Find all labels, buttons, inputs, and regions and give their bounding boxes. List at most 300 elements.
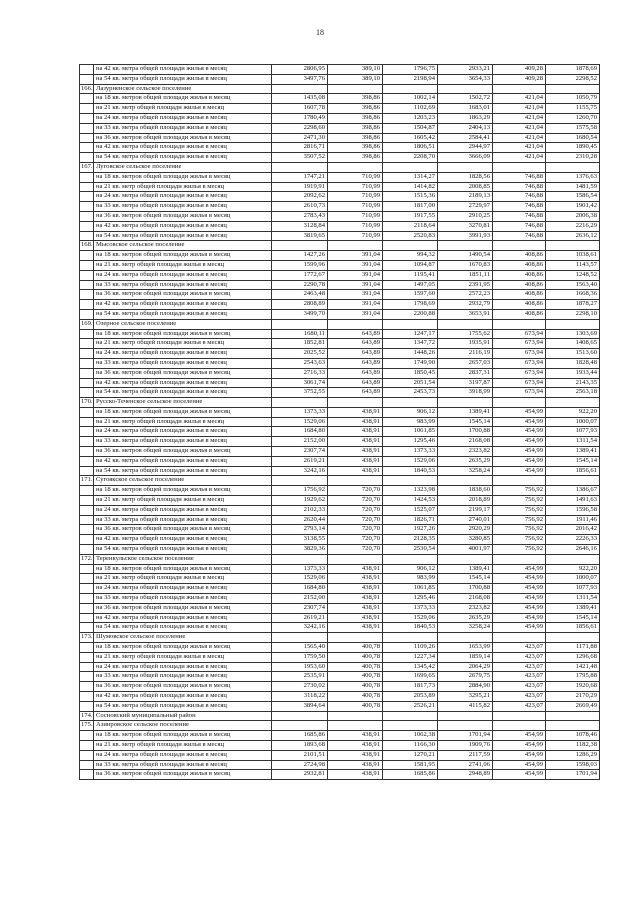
value-cell: 710,99 [328, 202, 383, 212]
value-cell: 1699,65 [383, 672, 438, 682]
value-cell: 454,99 [493, 437, 546, 447]
value-cell: 398,86 [328, 153, 383, 163]
value-cell: 1143,57 [546, 260, 600, 270]
value-cell: 454,99 [493, 740, 546, 750]
value-cell: 2740,01 [438, 515, 493, 525]
row-label: на 18 кв. метров общей площади жилья в месяц [94, 564, 272, 574]
value-cell: 438,91 [328, 407, 383, 417]
value-cell: 2298,10 [546, 309, 600, 319]
value-cell: 1171,88 [546, 643, 600, 653]
row-index: 172. [80, 554, 94, 564]
value-cell: 1247,17 [383, 329, 438, 339]
value-cell: 3258,24 [438, 466, 493, 476]
value-cell [272, 241, 328, 251]
value-cell: 2298,52 [546, 74, 600, 84]
table-body [80, 65, 600, 780]
value-cell: 673,94 [493, 388, 546, 398]
row-label: на 42 кв. метра общей площади жилья в месяц [94, 613, 272, 623]
value-cell: 1796,75 [383, 65, 438, 75]
table-row [80, 280, 600, 290]
value-cell: 1901,42 [546, 202, 600, 212]
value-cell: 408,86 [493, 260, 546, 270]
value-cell: 1062,38 [383, 731, 438, 741]
table-row [80, 192, 600, 202]
value-cell: 1828,56 [438, 172, 493, 182]
value-cell: 1575,58 [546, 123, 600, 133]
value-cell: 398,86 [328, 104, 383, 114]
row-label: на 42 кв. метра общей площади жилья в месяц [94, 300, 272, 310]
row-label: на 33 кв. метра общей площади жилья в месяц [94, 515, 272, 525]
row-index [80, 349, 94, 359]
row-label: на 18 кв. метров общей площади жилья в месяц [94, 329, 272, 339]
value-cell: 1373,33 [383, 447, 438, 457]
row-index [80, 652, 94, 662]
row-index [80, 545, 94, 555]
value-cell: 4115,82 [438, 701, 493, 711]
table-row [80, 349, 600, 359]
row-label: на 36 кв. метров общей площади жилья в месяц [94, 525, 272, 535]
page-number: 18 [316, 28, 324, 37]
row-label: на 42 кв. метра общей площади жилья в месяц [94, 143, 272, 153]
value-cell: 1605,42 [383, 133, 438, 143]
value-cell: 1747,21 [272, 172, 328, 182]
row-label: на 18 кв. метров общей площади жилья в месяц [94, 643, 272, 653]
value-cell [328, 721, 383, 731]
value-cell: 720,70 [328, 525, 383, 535]
value-cell: 756,92 [493, 496, 546, 506]
value-cell: 438,91 [328, 770, 383, 780]
value-cell: 1685,86 [272, 731, 328, 741]
value-cell: 438,91 [328, 594, 383, 604]
value-cell: 2636,12 [546, 231, 600, 241]
value-cell: 1917,55 [383, 211, 438, 221]
value-cell: 2806,95 [272, 65, 328, 75]
row-index [80, 496, 94, 506]
value-cell: 421,04 [493, 153, 546, 163]
value-cell: 1545,14 [438, 574, 493, 584]
table-row [80, 760, 600, 770]
table-row [80, 74, 600, 84]
value-cell: 421,04 [493, 113, 546, 123]
value-cell [272, 162, 328, 172]
value-cell: 1683,01 [438, 104, 493, 114]
value-cell [546, 476, 600, 486]
table-row [80, 486, 600, 496]
value-cell: 1863,29 [438, 113, 493, 123]
row-label: на 21 кв. метр общей площади жилья в месяц [94, 417, 272, 427]
value-cell: 1227,34 [383, 652, 438, 662]
value-cell: 1806,51 [383, 143, 438, 153]
value-cell: 398,86 [328, 143, 383, 153]
row-index [80, 231, 94, 241]
value-cell: 1586,54 [546, 192, 600, 202]
value-cell: 1373,33 [272, 564, 328, 574]
table-row [80, 358, 600, 368]
row-index [80, 309, 94, 319]
row-label: на 18 кв. метров общей площади жилья в месяц [94, 94, 272, 104]
row-label: на 42 кв. метра общей площади жилья в месяц [94, 221, 272, 231]
value-cell: 400,78 [328, 643, 383, 653]
table-row [80, 456, 600, 466]
value-cell: 2323,82 [438, 447, 493, 457]
table-row [80, 594, 600, 604]
value-cell: 1700,88 [438, 584, 493, 594]
value-cell: 1852,81 [272, 339, 328, 349]
row-label: на 36 кв. метров общей площади жилья в месяц [94, 447, 272, 457]
row-index: 167. [80, 162, 94, 172]
value-cell: 720,70 [328, 545, 383, 555]
value-cell: 1270,21 [383, 750, 438, 760]
value-cell: 438,91 [328, 437, 383, 447]
value-cell: 408,86 [493, 251, 546, 261]
table-row [80, 682, 600, 692]
row-label: на 33 кв. метра общей площади жилья в месяц [94, 437, 272, 447]
row-label: на 21 кв. метр общей площади жилья в месяц [94, 260, 272, 270]
row-index [80, 407, 94, 417]
value-cell: 421,04 [493, 104, 546, 114]
value-cell: 2520,83 [383, 231, 438, 241]
value-cell: 756,92 [493, 515, 546, 525]
value-cell: 1286,29 [546, 750, 600, 760]
value-cell: 1668,36 [546, 290, 600, 300]
value-cell: 1376,63 [546, 172, 600, 182]
value-cell: 1680,11 [272, 329, 328, 339]
value-cell: 2128,35 [383, 535, 438, 545]
value-cell: 2543,63 [272, 358, 328, 368]
value-cell: 2584,41 [438, 133, 493, 143]
row-label: на 24 кв. метра общей площади жилья в месяц [94, 427, 272, 437]
value-cell: 2152,00 [272, 594, 328, 604]
row-label: на 21 кв. метр общей площади жилья в месяц [94, 182, 272, 192]
value-cell: 1856,61 [546, 623, 600, 633]
value-cell: 1314,27 [383, 172, 438, 182]
value-cell: 421,04 [493, 133, 546, 143]
section-title: Шумовское сельское поселение [94, 633, 272, 643]
value-cell: 2006,38 [546, 211, 600, 221]
row-index [80, 466, 94, 476]
value-cell: 391,04 [328, 300, 383, 310]
row-label: на 24 кв. метра общей площади жилья в месяц [94, 505, 272, 515]
row-index [80, 192, 94, 202]
value-cell: 454,99 [493, 594, 546, 604]
value-cell: 2092,62 [272, 192, 328, 202]
value-cell: 2730,02 [272, 682, 328, 692]
value-cell: 1166,30 [383, 740, 438, 750]
value-cell: 3497,76 [272, 74, 328, 84]
row-index [80, 447, 94, 457]
value-cell: 1481,59 [546, 182, 600, 192]
value-cell [546, 162, 600, 172]
value-cell: 400,78 [328, 701, 383, 711]
value-cell: 1078,46 [546, 731, 600, 741]
row-label: на 18 кв. метров общей площади жилья в месяц [94, 172, 272, 182]
value-cell: 1077,93 [546, 584, 600, 594]
value-cell: 2463,48 [272, 290, 328, 300]
row-label: на 24 кв. метра общей площади жилья в месяц [94, 662, 272, 672]
value-cell [383, 554, 438, 564]
value-cell [438, 398, 493, 408]
value-cell: 2310,28 [546, 153, 600, 163]
row-label: на 54 кв. метра общей площади жилья в месяц [94, 153, 272, 163]
value-cell: 746,88 [493, 211, 546, 221]
value-cell: 746,88 [493, 172, 546, 182]
value-cell: 1490,54 [438, 251, 493, 261]
value-cell: 1755,62 [438, 329, 493, 339]
value-cell: 1920,68 [546, 682, 600, 692]
value-cell: 3894,64 [272, 701, 328, 711]
value-cell: 2453,73 [383, 388, 438, 398]
row-index [80, 113, 94, 123]
table-row [80, 143, 600, 153]
value-cell: 2323,82 [438, 603, 493, 613]
value-cell [272, 319, 328, 329]
table-row [80, 750, 600, 760]
value-cell: 720,70 [328, 496, 383, 506]
value-cell: 1953,60 [272, 662, 328, 672]
value-cell [438, 241, 493, 251]
value-cell: 746,88 [493, 192, 546, 202]
value-cell: 1581,95 [383, 760, 438, 770]
value-cell [546, 721, 600, 731]
value-cell: 2116,19 [438, 349, 493, 359]
row-label: на 54 кв. метра общей площади жилья в месяц [94, 623, 272, 633]
value-cell [328, 84, 383, 94]
value-cell: 3128,84 [272, 221, 328, 231]
value-cell [546, 633, 600, 643]
table-row [80, 496, 600, 506]
value-cell: 423,07 [493, 692, 546, 702]
row-index [80, 123, 94, 133]
row-index [80, 280, 94, 290]
value-cell: 1929,62 [272, 496, 328, 506]
section-title: Теренкульское сельское поселение [94, 554, 272, 564]
value-cell: 1856,61 [546, 466, 600, 476]
value-cell: 1607,78 [272, 104, 328, 114]
row-index [80, 770, 94, 780]
value-cell: 398,86 [328, 94, 383, 104]
value-cell: 2053,89 [383, 692, 438, 702]
table-row [80, 525, 600, 535]
value-cell [272, 84, 328, 94]
value-cell: 643,89 [328, 378, 383, 388]
section-header-row [80, 633, 600, 643]
value-cell: 1684,80 [272, 584, 328, 594]
value-cell [546, 319, 600, 329]
value-cell: 922,20 [546, 407, 600, 417]
value-cell: 1373,33 [383, 603, 438, 613]
value-cell: 454,99 [493, 584, 546, 594]
value-cell: 423,07 [493, 652, 546, 662]
value-cell: 1435,08 [272, 94, 328, 104]
value-cell: 1002,14 [383, 94, 438, 104]
value-cell: 454,99 [493, 603, 546, 613]
value-cell: 2724,98 [272, 760, 328, 770]
value-cell: 756,92 [493, 486, 546, 496]
value-cell: 438,91 [328, 574, 383, 584]
value-cell [383, 633, 438, 643]
row-index [80, 202, 94, 212]
value-cell: 1529,06 [383, 613, 438, 623]
value-cell: 400,78 [328, 652, 383, 662]
row-index: 174. [80, 711, 94, 721]
value-cell: 1513,60 [546, 349, 600, 359]
table-row [80, 133, 600, 143]
value-cell: 400,78 [328, 682, 383, 692]
value-cell: 710,99 [328, 211, 383, 221]
value-cell: 2216,29 [546, 221, 600, 231]
value-cell [328, 554, 383, 564]
row-index: 171. [80, 476, 94, 486]
value-cell: 438,91 [328, 584, 383, 594]
table-row [80, 113, 600, 123]
value-cell: 746,88 [493, 221, 546, 231]
row-label: на 54 кв. метра общей площади жилья в месяц [94, 701, 272, 711]
value-cell: 1389,41 [546, 447, 600, 457]
value-cell: 1323,98 [383, 486, 438, 496]
value-cell: 454,99 [493, 427, 546, 437]
value-cell [272, 721, 328, 731]
value-cell: 421,04 [493, 94, 546, 104]
row-index [80, 701, 94, 711]
table-row [80, 447, 600, 457]
value-cell: 2572,23 [438, 290, 493, 300]
value-cell: 2051,54 [383, 378, 438, 388]
table-row [80, 231, 600, 241]
value-cell: 2143,35 [546, 378, 600, 388]
value-cell: 746,88 [493, 202, 546, 212]
row-label: на 54 кв. метра общей площади жилья в месяц [94, 309, 272, 319]
row-label: на 42 кв. метра общей площади жилья в месяц [94, 65, 272, 75]
value-cell: 1260,70 [546, 113, 600, 123]
value-cell: 3918,99 [438, 388, 493, 398]
value-cell: 1038,61 [546, 251, 600, 261]
value-cell: 1504,87 [383, 123, 438, 133]
row-label: на 21 кв. метр общей площади жилья в месяц [94, 339, 272, 349]
value-cell: 1780,49 [272, 113, 328, 123]
value-cell: 1826,71 [383, 515, 438, 525]
value-cell: 398,86 [328, 113, 383, 123]
value-cell: 2816,71 [272, 143, 328, 153]
row-label: на 24 кв. метра общей площади жилья в месяц [94, 113, 272, 123]
value-cell [383, 84, 438, 94]
value-cell: 2471,30 [272, 133, 328, 143]
row-label: на 54 кв. метра общей площади жилья в месяц [94, 466, 272, 476]
value-cell [493, 84, 546, 94]
value-cell: 1859,14 [438, 652, 493, 662]
row-label: на 21 кв. метр общей площади жилья в месяц [94, 652, 272, 662]
value-cell: 1050,79 [546, 94, 600, 104]
value-cell: 421,04 [493, 143, 546, 153]
value-cell: 2391,95 [438, 280, 493, 290]
table-row [80, 309, 600, 319]
table-row [80, 613, 600, 623]
section-header-row [80, 84, 600, 94]
value-cell [328, 711, 383, 721]
row-label: на 54 кв. метра общей площади жилья в месяц [94, 74, 272, 84]
value-cell: 1386,67 [546, 486, 600, 496]
row-index [80, 594, 94, 604]
value-cell: 454,99 [493, 417, 546, 427]
row-label: на 36 кв. метров общей площади жилья в месяц [94, 682, 272, 692]
row-index [80, 643, 94, 653]
value-cell: 3270,81 [438, 221, 493, 231]
table-row [80, 270, 600, 280]
row-label: на 36 кв. метров общей площади жилья в месяц [94, 770, 272, 780]
section-header-row [80, 398, 600, 408]
table-row [80, 378, 600, 388]
value-cell: 2619,21 [272, 613, 328, 623]
value-cell: 3197,87 [438, 378, 493, 388]
value-cell: 1529,06 [272, 417, 328, 427]
value-cell: 1545,14 [546, 613, 600, 623]
value-cell: 756,92 [493, 535, 546, 545]
value-cell: 438,91 [328, 750, 383, 760]
value-cell: 3752,55 [272, 388, 328, 398]
value-cell: 1427,26 [272, 251, 328, 261]
value-cell: 423,07 [493, 682, 546, 692]
value-cell: 1248,52 [546, 270, 600, 280]
value-cell: 1756,92 [272, 486, 328, 496]
row-label: на 21 кв. метр общей площади жилья в месяц [94, 104, 272, 114]
table-row [80, 202, 600, 212]
value-cell: 2226,33 [546, 535, 600, 545]
value-cell: 2016,42 [546, 525, 600, 535]
row-label: на 54 кв. метра общей площади жилья в месяц [94, 231, 272, 241]
value-cell: 1772,67 [272, 270, 328, 280]
value-cell: 391,04 [328, 251, 383, 261]
value-cell: 2102,33 [272, 505, 328, 515]
value-cell: 400,78 [328, 692, 383, 702]
value-cell: 423,07 [493, 701, 546, 711]
table-row [80, 260, 600, 270]
row-label: на 36 кв. метров общей площади жилья в месяц [94, 290, 272, 300]
section-title: Русско-Теченское сельское поселение [94, 398, 272, 408]
value-cell: 1182,38 [546, 740, 600, 750]
row-label: на 33 кв. метра общей площади жилья в месяц [94, 358, 272, 368]
value-cell: 1529,06 [383, 456, 438, 466]
value-cell: 3819,65 [272, 231, 328, 241]
value-cell [438, 554, 493, 564]
row-label: на 24 кв. метра общей площади жилья в месяц [94, 349, 272, 359]
value-cell: 643,89 [328, 358, 383, 368]
value-cell: 438,91 [328, 417, 383, 427]
table-row [80, 437, 600, 447]
table-row [80, 339, 600, 349]
table-row [80, 329, 600, 339]
value-cell: 438,91 [328, 456, 383, 466]
section-header-row [80, 241, 600, 251]
row-label: на 33 кв. метра общей площади жилья в месяц [94, 280, 272, 290]
value-cell: 454,99 [493, 623, 546, 633]
value-cell: 2199,17 [438, 505, 493, 515]
value-cell: 1109,26 [383, 643, 438, 653]
value-cell: 673,94 [493, 358, 546, 368]
value-cell: 1155,75 [546, 104, 600, 114]
value-cell: 389,10 [328, 74, 383, 84]
value-cell [438, 633, 493, 643]
value-cell: 1700,88 [438, 427, 493, 437]
row-label: на 21 кв. метр общей площади жилья в месяц [94, 496, 272, 506]
value-cell: 2152,00 [272, 437, 328, 447]
table-row [80, 770, 600, 780]
value-cell: 710,99 [328, 231, 383, 241]
value-cell: 2729,97 [438, 202, 493, 212]
value-cell: 1345,42 [383, 662, 438, 672]
value-cell [383, 241, 438, 251]
row-index [80, 731, 94, 741]
value-cell: 1893,68 [272, 740, 328, 750]
row-label: на 18 кв. метров общей площади жилья в месяц [94, 731, 272, 741]
